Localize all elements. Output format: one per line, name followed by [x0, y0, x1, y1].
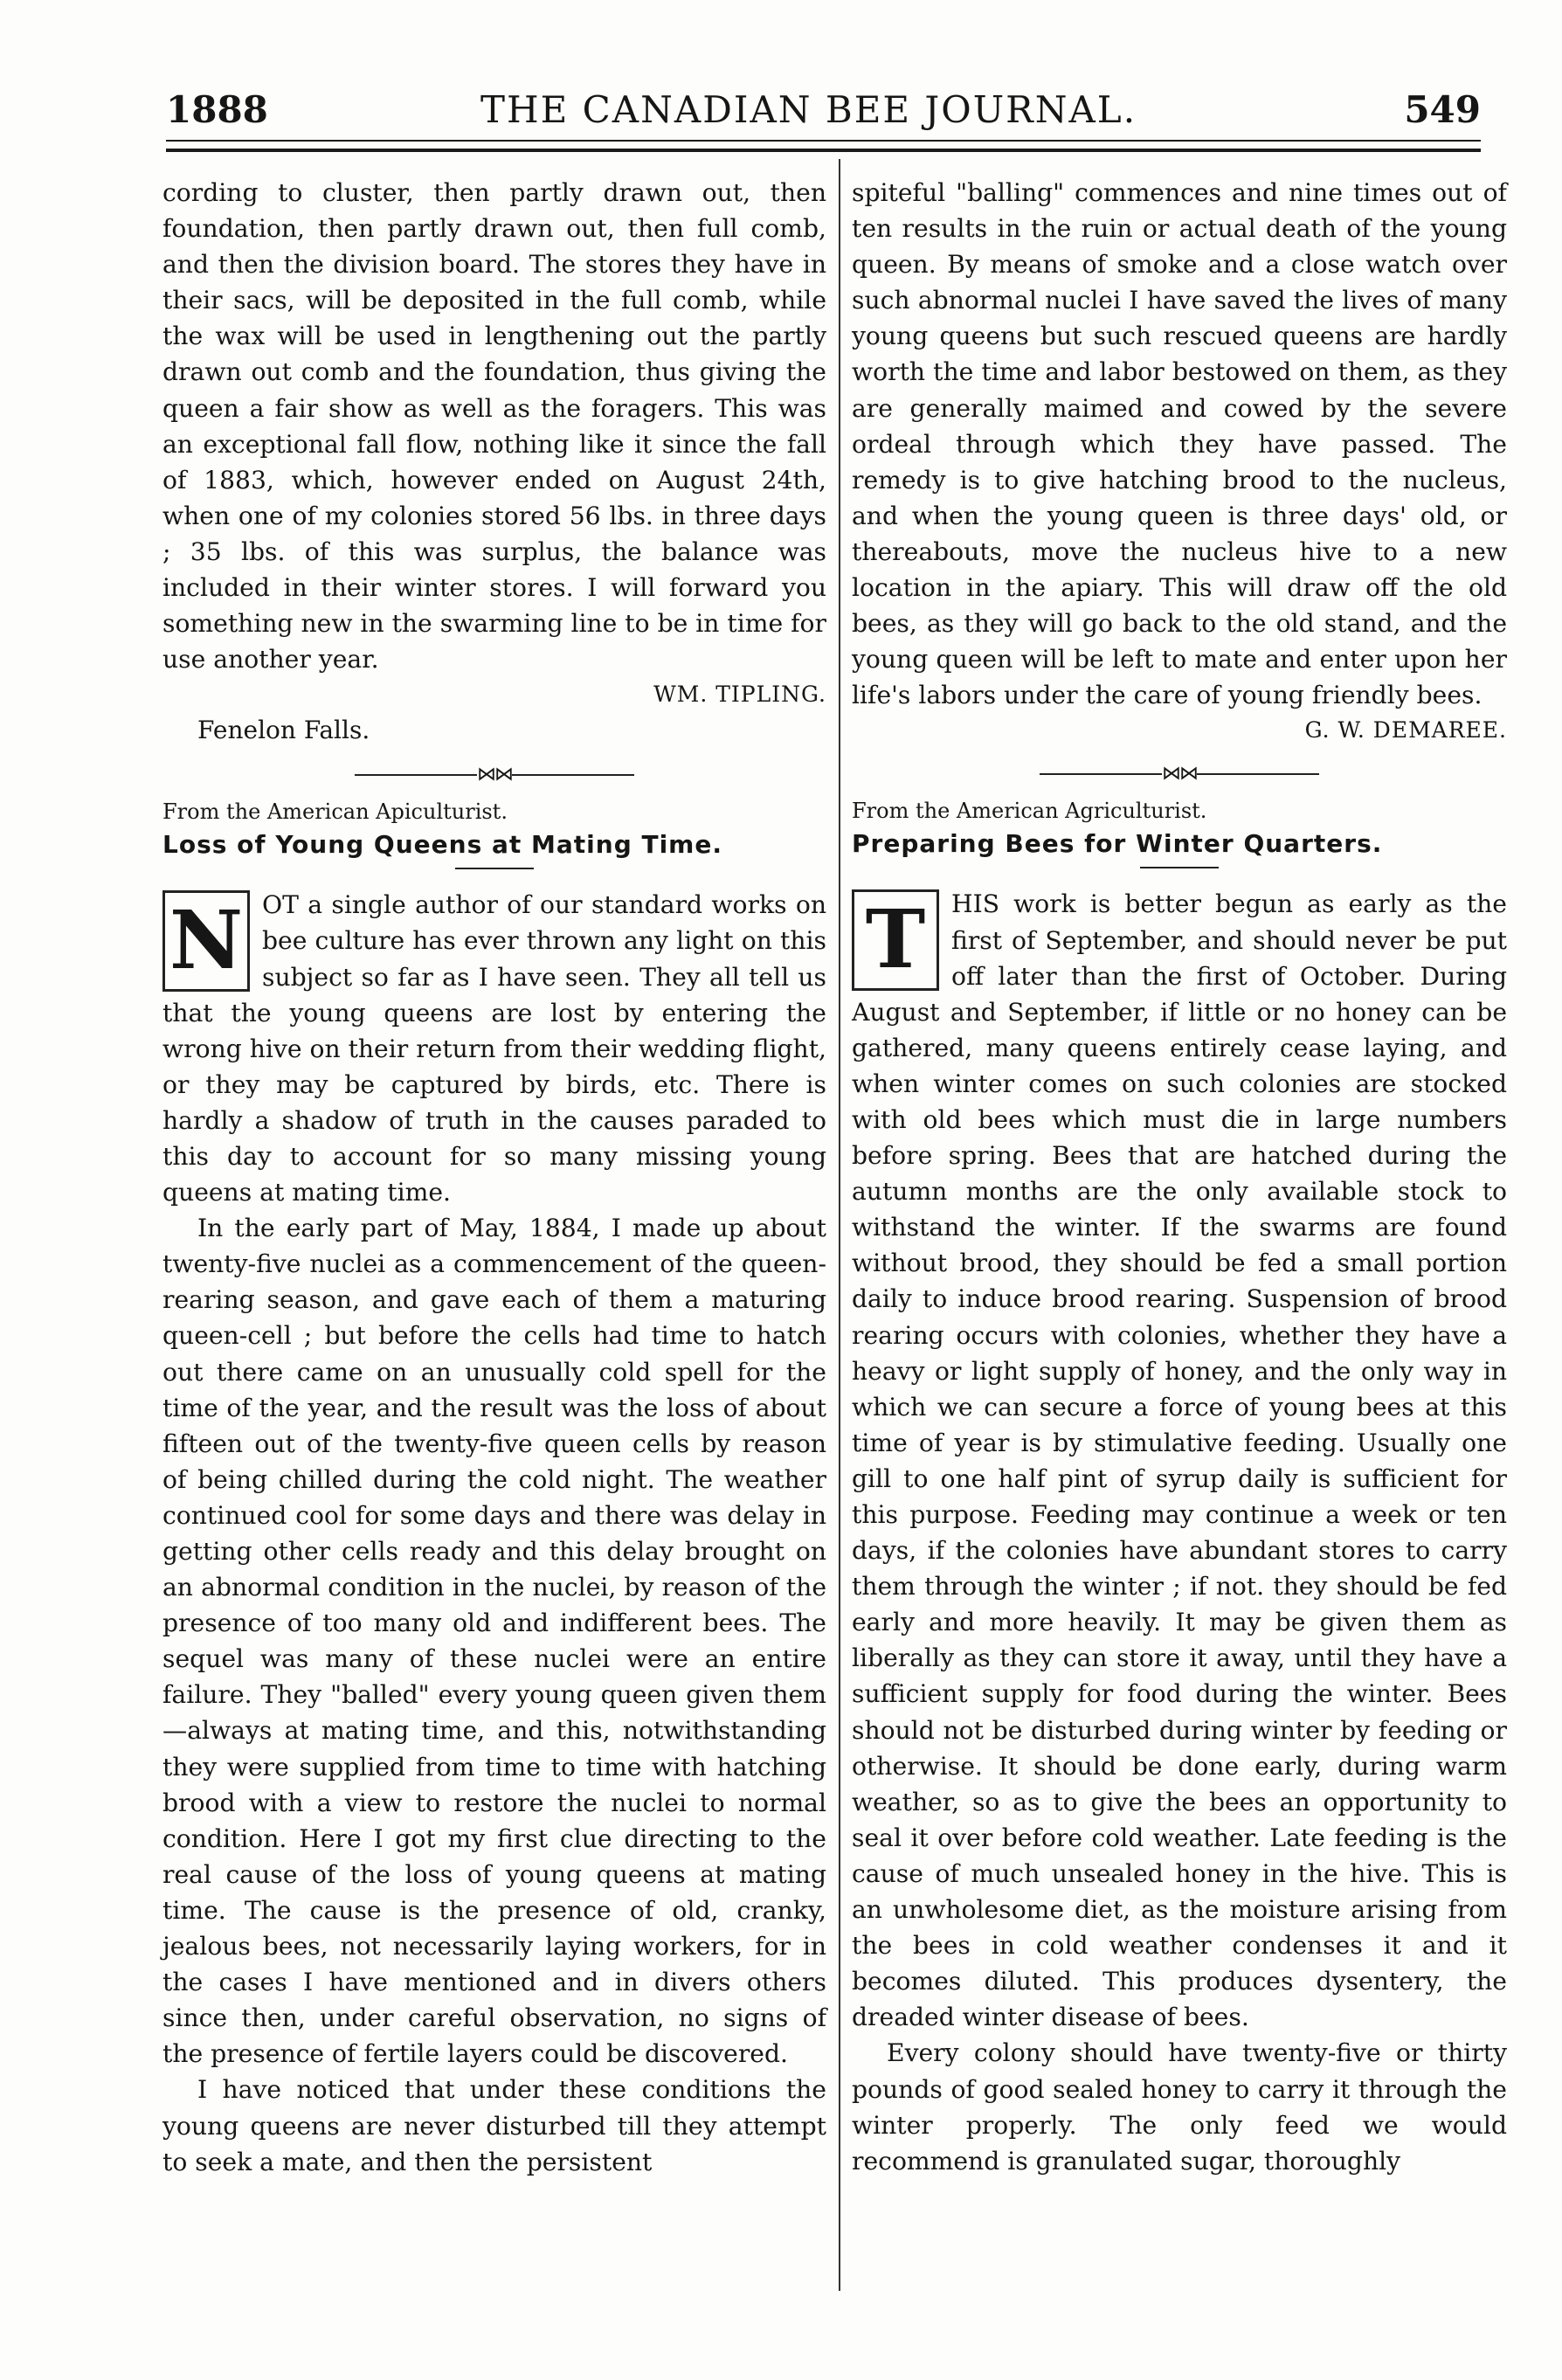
signature-tipling: WM. TIPLING. [653, 681, 826, 708]
article-paragraph-1: HIS work is better begun as early as the first of September, and should never be put off later than the first of October. During August and September, if little or no honey can be gathered, many queens entirely cease laying, and when winter comes on such colonies are stocked with old bees which must die in large numbers before spring. Bees that are hatched during the autumn months are the only available stock to withstand the winter. If the swarms are found without brood, they should be fed a small portion daily to induce brood rearing. Suspension of brood rearing occurs with colonies, whether they have a heavy or light supply of honey, and the only way in which we can secure a force of young bees at this time of year is by stimulative feeding. Usually one gill to one half pint of syrup daily is sufficient for this purpose. Feeding may continue a week or ten days, if the colonies have abundant stores to carry them through the winter ; if not. they should be fed early and more heavily. It may be given them as liberally as they can store it away, until they have a sufficient supply for food during the winter. Bees should not be disturbed during winter by feeding or otherwise. It should be done early, during warm weather, so as to give the bees an opportunity to seal it over before cold weather. Late feeding is the cause of much unsealed honey in the hive. This is an unwholesome diet, as the moisture arising from the bees in cold weather condenses it and it becomes diluted. This produces dysentery, the dreaded winter disease of bees. [852, 889, 1507, 2032]
article-paragraph-2: Every colony should have twenty-five or thirty pounds of good sealed honey to carry it through the winter properly. The only feed we would recommend is granulated sugar, thoroughly [852, 2038, 1507, 2176]
left-column [162, 175, 826, 2180]
drop-cap: T [852, 889, 939, 991]
continued-paragraph: cording to cluster, then partly drawn out, then foundation, then partly drawn out, then full comb, and then the division board. The stores they have in their sacs, will be deposited in the full comb, while the wax will be used in lengthening out the partly drawn out comb and the foundation, thus giving the queen a fair show as well as the foragers. This was an exceptional fall flow, nothing like it since the fall of 1883, which, however ended on August 24th, when one of my colonies stored 56 lbs. in three days ; 35 lbs. of this was surplus, the balance was included in their winter stores. I will forward you something new in the swarming line to be in time for use another year. [162, 178, 826, 675]
continued-paragraph: spiteful "balling" commences and nine times out of ten results in the ruin or actual death of the young queen. By means of smoke and a close watch over such abnormal nuclei I have saved the lives of many young queens but such rescued queens are hardly worth the time and labor bestowed on them, as they are generally maimed and cowed by the severe ordeal through which they have passed. The remedy is to give hatching brood to the nucleus, and when the young queen is three days' old, or thereabouts, move the nucleus hive to a new location in the apiary. This will draw off the old bees, as they will go back to the old stand, and the young queen will be left to mate and enter upon her life's labors under the care of young friendly bees. [852, 178, 1507, 710]
section-ornament: ⋈⋈ [162, 758, 826, 792]
title-rule [455, 868, 534, 869]
column-divider [839, 159, 840, 2291]
drop-cap: N [162, 890, 250, 992]
title-rule [1140, 867, 1219, 868]
article-paragraph-1: OT a single author of our standard works on bee culture has ever thrown any light on this subject so far as I have seen. They all tell us that the young queens are lost by entering the wrong hive on their return from their wedding flight, or they may be captured by birds, etc. There is hardly a shadow of truth in the causes paraded to this day to account for so many missing young queens at mating time. [162, 890, 826, 1207]
signature-place: Fenelon Falls. [197, 716, 370, 745]
header-year: 1888 [166, 88, 268, 131]
header-rule-thin [166, 140, 1481, 142]
journal-title: THE CANADIAN BEE JOURNAL. [480, 88, 1137, 131]
article-paragraph-3: I have noticed that under these conditions the young queens are never disturbed till they attempt to seek a mate, and then the persistent [162, 2075, 826, 2176]
article-title-preparing-bees: Preparing Bees for Winter Quarters. [852, 829, 1383, 859]
header-rule-thick [166, 149, 1481, 152]
article-title-loss-of-queens: Loss of Young Queens at Mating Time. [162, 830, 722, 860]
article-source: From the American Apiculturist. [162, 799, 508, 825]
article-source: From the American Agriculturist. [852, 799, 1207, 824]
article-paragraph-2: In the early part of May, 1884, I made up about twenty-five nuclei as a commencement of the queen-rearing season, and gave each of them a maturing queen-cell ; but before the cells had time to hatch out there came on an unusually cold spell for the time of the year, and the result was the loss of about fifteen out of the twenty-five queen cells by reason of being chilled during the cold night. The weather continued cool for some days and there was delay in getting other cells ready and this delay brought on an abnormal condition in the nuclei, by reason of the presence of too many old and indifferent bees. The sequel was many of these nuclei were an entire failure. They "balled" every young queen given them—always at mating time, and this, notwithstanding they were supplied from time to time with hatching brood with a view to restore the nuclei to normal condition. Here I got my first clue directing to the real cause of the loss of young queens at mating time. The cause is the presence of old, cranky, jealous bees, not necessarily laying workers, for in the cases I have mentioned and in divers others since then, under careful observation, no signs of the presence of fertile layers could be discovered. [162, 1214, 826, 2069]
page-number: 549 [1404, 88, 1481, 131]
page-header [166, 84, 1481, 136]
signature-demaree: G. W. DEMAREE. [1304, 717, 1507, 744]
section-ornament: ⋈⋈ [852, 757, 1507, 792]
right-column [852, 175, 1507, 2179]
